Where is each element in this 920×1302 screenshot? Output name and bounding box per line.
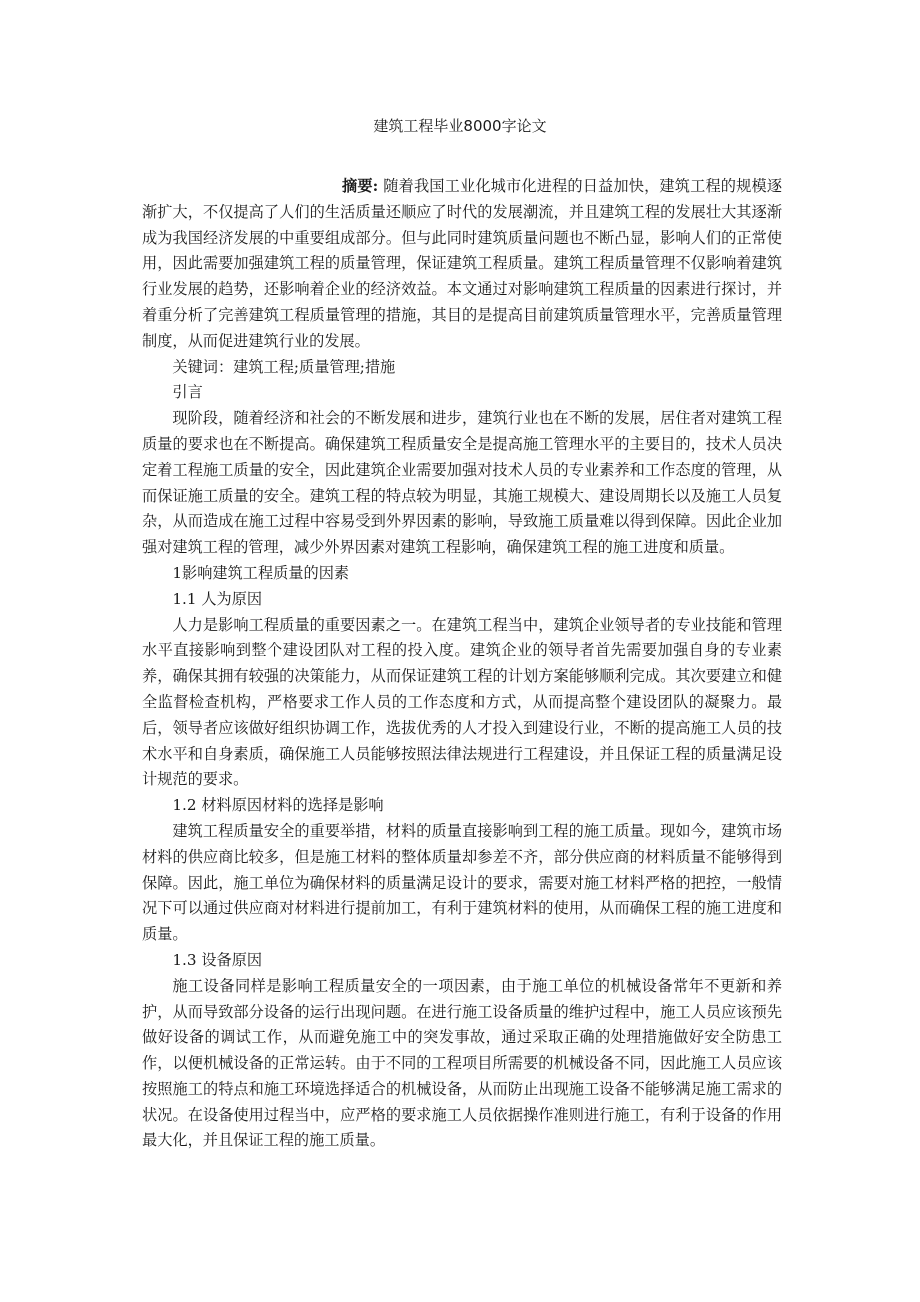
document-title: 建筑工程毕业8000字论文: [373, 117, 547, 135]
section-1-heading: 1影响建筑工程质量的因素: [172, 563, 350, 582]
abstract-paragraph: [142, 174, 782, 355]
intro-paragraph: 现阶段，随着经济和社会的不断发展和进步，建筑行业也在不断的发展，居住者对建筑工程质量的要求也在不断提高。确保建筑工程质量安全是提高施工管理水平的主要目的，技术人员决定着工程施工质量的安全，因此建筑企业需要加强对技术人员的专业素养和工作态度的管理，从而保证施工质量的安全。建筑工程的特点较为明显，其施工规模大、建设周期长以及施工人员复杂，从而造成在施工过程中容易受到外界因素的影响，导致施工质量难以得到保障。因此企业加强对建筑工程的管理，减少外界因素对建筑工程影响，确保建筑工程的施工进度和质量。: [142, 409, 782, 557]
intro-heading: 引言: [172, 383, 203, 402]
abstract-label: 摘要:: [342, 177, 379, 195]
section-1-3-paragraph: 施工设备同样是影响工程质量安全的一项因素，由于施工单位的机械设备常年不更新和养护，从而导致部分设备的运行出现问题。在进行施工设备质量的维护过程中，施工人员应该预先做好设备的调试工作，从而避免施工中的突发事故，通过采取正确的处理措施做好安全防患工作，以便机械设备的正常运转。由于不同的工程项目所需要的机械设备不同，因此施工人员应该按照施工的特点和施工环境选择适合的机械设备，从而防止出现施工设备不能够满足施工需求的状况。在设备使用过程当中，应严格的要求施工人员依据操作准则进行施工，有利于设备的作用最大化，并且保证工程的施工质量。: [142, 976, 782, 1150]
document-body: [142, 174, 782, 1154]
section-1-1-heading: 1.1 人为原因: [172, 589, 263, 608]
keywords-line: 关键词：建筑工程;质量管理;措施: [172, 357, 396, 376]
section-1-2-heading: 1.2 材料原因材料的选择是影响: [172, 796, 384, 815]
section-1-2-paragraph: 建筑工程质量安全的重要举措，材料的质量直接影响到工程的施工质量。现如今，建筑市场材料的供应商比较多，但是施工材料的整体质量却参差不齐，部分供应商的材料质量不能够得到保障。因此，施工单位为确保材料的质量满足设计的要求，需要对施工材料严格的把控，一般情况下可以通过供应商对材料进行提前加工，有利于建筑材料的使用，从而确保工程的施工进度和质量。: [142, 821, 782, 944]
section-1-3-heading: 1.3 设备原因: [172, 950, 263, 969]
abstract-text: 随着我国工业化城市化进程的日益加快，建筑工程的规模逐渐扩大，不仅提高了人们的生活质量还顺应了时代的发展潮流，并且建筑工程的发展壮大其逐渐成为我国经济发展的中重要组成部分。但与此同时建筑质量问题也不断凸显，影响人们的正常使用，因此需要加强建筑工程的质量管理，保证建筑工程质量。建筑工程质量管理不仅影响着建筑行业发展的趋势，还影响着企业的经济效益。本文通过对影响建筑工程质量的因素进行探讨，并着重分析了完善建筑工程质量管理的措施，其目的是提高目前建筑质量管理水平，完善质量管理制度，从而促进建筑行业的发展。: [142, 177, 783, 350]
section-1-1-paragraph: 人力是影响工程质量的重要因素之一。在建筑工程当中，建筑企业领导者的专业技能和管理水平直接影响到整个建设团队对工程的投入度。建筑企业的领导者首先需要加强自身的专业素养，确保其拥有较强的决策能力，从而保证建筑工程的计划方案能够顺利完成。其次要建立和健全监督检查机构，严格要求工作人员的工作态度和方式，从而提高整个建设团队的凝聚力。最后，领导者应该做好组织协调工作，选拔优秀的人才投入到建设行业，不断的提高施工人员的技术水平和自身素质，确保施工人员能够按照法律法规进行工程建设，并且保证工程的质量满足设计规范的要求。: [142, 615, 782, 789]
